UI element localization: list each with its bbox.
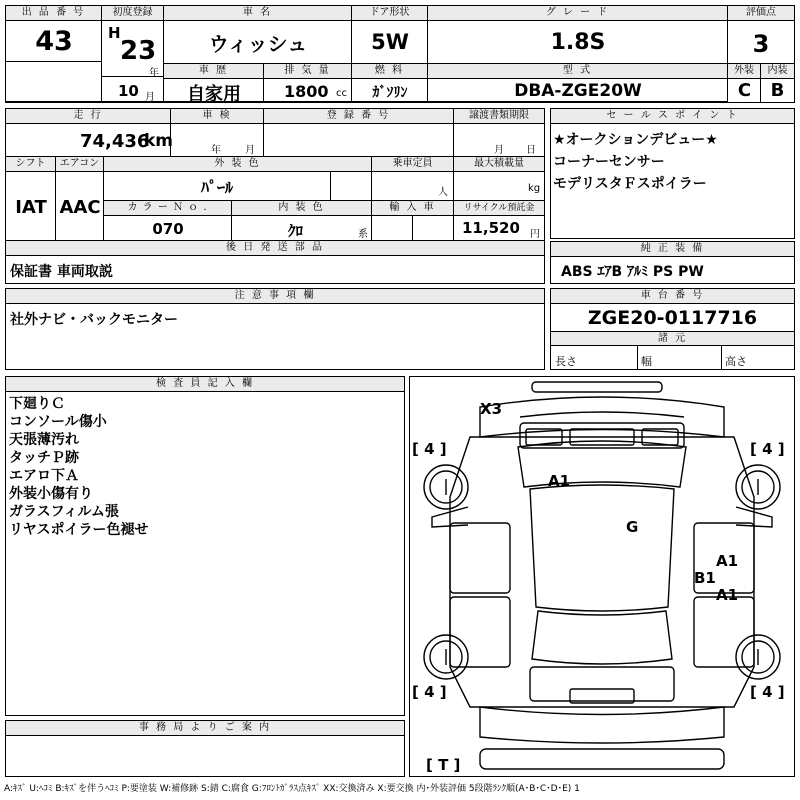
- sales-points-label: セ ー ル ス ポ イ ン ト: [551, 109, 794, 124]
- aircon-cell: [56, 157, 104, 241]
- first-reg-year: 23: [120, 36, 157, 66]
- max-load-cell: [454, 157, 544, 201]
- tire-rear-right-label: [ 4 ]: [750, 683, 785, 701]
- capacity-cell: [372, 157, 454, 201]
- import-cell: [372, 201, 454, 241]
- damage-mark: G: [626, 518, 639, 536]
- car-name-cell: [164, 6, 352, 64]
- color-no-label: カ ラ ー Ｎ ｏ .: [104, 201, 232, 216]
- import-label: 輸 入 車: [372, 201, 454, 216]
- door-label: ドア形状: [352, 6, 428, 21]
- fuel-cell: [352, 64, 428, 102]
- damage-mark: A1: [716, 552, 739, 570]
- inspector-note: エアロ下Ａ: [9, 468, 79, 484]
- max-load-unit: kg: [528, 183, 541, 194]
- recycle-unit: 円: [530, 229, 540, 240]
- displacement-cell: [264, 64, 352, 102]
- exterior-color-value: ﾊﾟｰﾙ: [200, 178, 233, 197]
- dimensions-label: 諸 元: [551, 331, 794, 346]
- equipment-panel: [550, 241, 795, 284]
- model-label: 型 式: [428, 64, 728, 79]
- car-outline: [410, 377, 794, 776]
- exterior-color-label: 外 装 色: [104, 157, 372, 172]
- exterior-grade-cell: [728, 64, 761, 102]
- exterior-color-cell: [104, 157, 372, 201]
- mileage-label: 走 行: [6, 109, 171, 124]
- grade-value: 1.8S: [550, 30, 606, 55]
- door-value: 5W: [371, 30, 409, 54]
- interior-grade-value: B: [770, 80, 785, 101]
- max-load-label: 最大積載量: [454, 157, 544, 172]
- first-reg-month: 10: [118, 82, 139, 100]
- shift-cell: [6, 157, 56, 241]
- exterior-grade-label: 外装: [728, 64, 761, 79]
- notes-panel: [5, 288, 545, 370]
- damage-mark: A1: [548, 472, 571, 490]
- damage-mark: B1: [694, 569, 716, 587]
- grade-label: グ レ ー ド: [428, 6, 728, 21]
- displacement-unit: cc: [336, 88, 347, 99]
- chassis-panel: [550, 288, 795, 370]
- transfer-deadline-day-unit: 日: [526, 145, 536, 156]
- fuel-value: ｶﾞｿﾘﾝ: [372, 85, 408, 101]
- sales-point-line: モデリスタＦスポイラー: [553, 176, 707, 192]
- inspection-label: 車 検: [171, 109, 264, 124]
- equipment-label: 純 正 装 備: [551, 242, 794, 257]
- dimension-width: 幅: [641, 355, 652, 368]
- lot-value: 43: [35, 26, 73, 57]
- dimension-height: 高さ: [725, 355, 747, 368]
- first-reg-label: 初度登録: [102, 6, 164, 21]
- tire-front-left-label: [ 4 ]: [412, 440, 447, 458]
- dimension-length: 長さ: [555, 355, 577, 368]
- tire-rear-left-label: [ 4 ]: [412, 683, 447, 701]
- door-cell: [352, 6, 428, 64]
- model-value: DBA-ZGE20W: [514, 81, 642, 101]
- inspector-note: コンソール傷小: [9, 414, 107, 430]
- history-label: 車 歴: [164, 64, 264, 79]
- history-cell: [164, 64, 264, 105]
- exterior-grade-value: C: [737, 80, 752, 101]
- equipment-value: ABS ｴｱB ｱﾙﾐ PS PW: [561, 264, 704, 280]
- spare-tire-label: [ T ]: [426, 756, 461, 774]
- model-cell: [428, 64, 728, 102]
- mileage-value: 74,436: [80, 131, 150, 152]
- sales-point-line: コーナーセンサー: [553, 154, 665, 170]
- mileage-cell: [6, 109, 174, 157]
- damage-diagram: [409, 376, 795, 777]
- first-reg-cell: [102, 6, 164, 102]
- lot-label: 出 品 番 号: [6, 6, 102, 21]
- score-value: 3: [752, 30, 770, 58]
- color-no-cell: [104, 201, 232, 241]
- damage-legend: A:ｷｽﾞ U:ﾍｺﾐ B:ｷｽﾞを伴うﾍｺﾐ P:要塗装 W:補修跡 S:錆 C:腐食 G:ﾌﾛﾝﾄｶﾞﾗｽ点ｷｽﾞ XX:交換済み X:要交換 内･外装評価 5段階ﾗﾝｸ順(A･B･C･D･E) 1: [4, 784, 580, 794]
- grade-cell: [428, 6, 728, 64]
- transfer-deadline-label: 譲渡書類期限: [454, 109, 544, 124]
- damage-mark: A1: [716, 586, 739, 604]
- color-no-value: 070: [152, 220, 184, 238]
- score-cell: [728, 6, 794, 64]
- interior-color-value: ｸﾛ: [288, 222, 304, 240]
- capacity-unit: 人: [438, 187, 448, 198]
- interior-color-cell: [232, 201, 372, 241]
- first-reg-year-unit: 年: [149, 68, 159, 79]
- later-items-value: 保証書 車両取説: [10, 264, 113, 280]
- sales-point-line: ★オークションデビュー★: [553, 132, 718, 148]
- displacement-value: 1800: [284, 82, 329, 101]
- interior-grade-cell: [761, 64, 794, 102]
- inspector-note: 天張薄汚れ: [9, 432, 79, 448]
- recycle-value: 11,520: [462, 219, 520, 237]
- sales-points-panel: [550, 108, 795, 239]
- chassis-label: 車 台 番 号: [551, 289, 794, 304]
- shift-label: シフト: [6, 157, 56, 172]
- displacement-label: 排 気 量: [264, 64, 352, 79]
- inspector-note: ガラスフィルム張: [9, 504, 119, 520]
- car-name-label: 車 名: [164, 6, 352, 21]
- transfer-deadline-cell: [454, 109, 544, 157]
- score-label: 評価点: [728, 6, 794, 21]
- lot-cell: [6, 6, 102, 102]
- interior-grade-label: 内装: [761, 64, 794, 79]
- top-info-panel: [5, 5, 795, 103]
- inspection-cell: [171, 109, 264, 157]
- recycle-cell: [454, 201, 544, 241]
- vehicle-detail-panel: [5, 108, 545, 284]
- inspector-note: リヤスポイラー色褪せ: [9, 522, 149, 538]
- transfer-deadline-month-unit: 月: [494, 145, 504, 156]
- capacity-label: 乗車定員: [372, 157, 454, 172]
- later-items-label: 後 日 発 送 部 品: [6, 241, 544, 256]
- registration-cell: [264, 109, 454, 157]
- aircon-value: AAC: [59, 197, 101, 218]
- shift-value: IAT: [15, 197, 47, 218]
- later-items-cell: [6, 241, 544, 283]
- office-panel: [5, 720, 405, 777]
- history-value: 自家用: [187, 84, 241, 105]
- first-reg-era: H: [108, 24, 121, 42]
- damage-mark: X3: [480, 400, 503, 418]
- tire-front-right-label: [ 4 ]: [750, 440, 785, 458]
- notes-label: 注 意 事 項 欄: [6, 289, 544, 304]
- inspector-panel: [5, 376, 405, 716]
- inspector-note: 下廻りＣ: [9, 396, 65, 412]
- office-label: 事 務 局 よ り ご 案 内: [6, 721, 404, 736]
- inspector-label: 検 査 員 記 入 欄: [6, 377, 404, 392]
- aircon-label: エアコン: [56, 157, 104, 172]
- chassis-value: ZGE20-0117716: [587, 307, 758, 329]
- notes-value: 社外ナビ・バックモニター: [10, 312, 178, 328]
- inspector-note: タッチＰ跡: [9, 450, 79, 466]
- inspection-year-unit: 年: [211, 145, 221, 156]
- interior-color-label: 内 装 色: [232, 201, 372, 216]
- interior-color-unit: 系: [358, 229, 368, 240]
- car-name-value: ウィッシュ: [208, 32, 308, 56]
- fuel-label: 燃 料: [352, 64, 428, 79]
- inspector-note: 外装小傷有り: [9, 486, 93, 502]
- inspection-month-unit: 月: [245, 145, 255, 156]
- first-reg-month-unit: 月: [145, 92, 155, 103]
- mileage-unit: km: [144, 131, 174, 151]
- recycle-label: リサイクル預託金: [454, 201, 544, 216]
- registration-label: 登 録 番 号: [264, 109, 454, 124]
